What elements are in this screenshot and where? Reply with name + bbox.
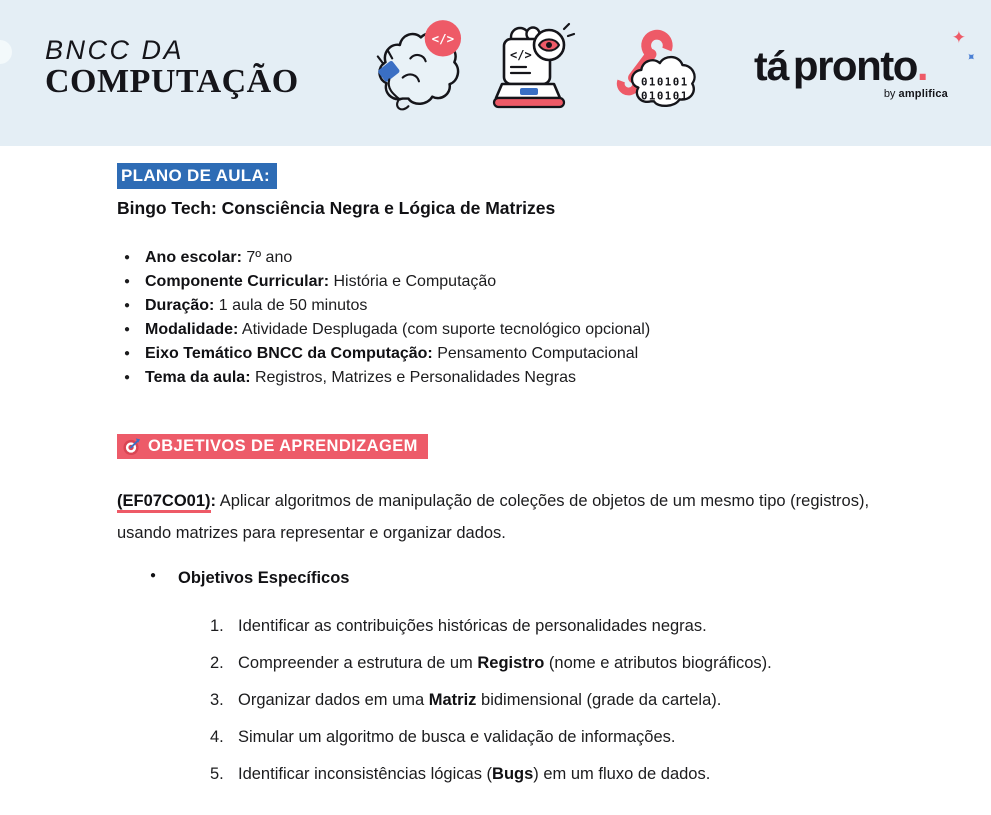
info-item-duracao: ● Duração: 1 aula de 50 minutos [117,294,917,318]
brand-byline: by amplifica [883,88,948,100]
objective-item-3: 3. Organizar dados em uma Matriz bidimensional (grade da cartela). [210,691,722,709]
target-dart-icon [122,437,141,456]
specific-objectives-list [117,615,917,785]
lesson-info-list [117,246,917,390]
skill-text: Aplicar algoritmos de manipulação de coleções de objetos de um mesmo tipo (registros), usando matrizes para representar e organizar dados. [117,492,870,542]
objective-item-2: 2. Compreender a estrutura de um Registro (nome e atributos biográficos). [210,654,772,672]
info-item-tema-da-aula: ● Tema da aula: Registros, Matrizes e Personalidades Negras [117,366,917,390]
red-sparkle-icon: ✦ [951,28,966,47]
logo-line-1: BNCC DA [45,35,185,65]
objective-item-1: 1. Identificar as contribuições históricas de personalidades negras. [210,617,707,635]
document-body [117,146,917,800]
header-banner [0,0,991,146]
skill-code: (EF07CO01) [117,492,211,513]
info-item-ano-escolar: ● Ano escolar: 7º ano [117,246,917,270]
laptop-screen-code-text: </> [510,48,532,62]
objective-item-5: 5. Identificar inconsistências lógicas (Bugs) em um fluxo de dados. [210,765,711,783]
laptop-code-review-icon [492,22,576,114]
tapronto-logo [754,28,980,100]
brand-word-pronto: pronto [792,42,917,89]
specific-objectives-heading: ● Objetivos Específicos [117,569,917,588]
skill-description: (EF07CO01): Aplicar algoritmos de manipulação de coleções de objetos de um mesmo tipo (registros), usando matrizes para representar e organizar dados. [117,492,870,542]
logo-line-2: COMPUTAÇÃO [45,63,299,100]
objectives-heading [117,434,428,459]
objective-item-4: 4. Simular um algoritmo de busca e validação de informações. [210,728,676,746]
info-item-modalidade: ● Modalidade: Atividade Desplugada (com suporte tecnológico opcional) [117,318,917,342]
info-item-componente: ● Componente Curricular: História e Computação [117,270,917,294]
bncc-computacao-logo [45,36,299,100]
brand-dot: . [916,42,929,89]
wrench-binary-cloud-icon [608,24,702,110]
cloud-binary-line-2: 010101 [640,89,689,103]
cloud-binary-line-1: 010101 [640,75,689,89]
brain-plug-code-icon [374,16,462,118]
info-item-eixo-tematico: ● Eixo Temático BNCC da Computação: Pensamento Computacional [117,342,917,366]
blue-sparkle-icon: ✦ [962,48,980,66]
objectives-heading-text: OBJETIVOS DE APRENDIZAGEM [148,437,418,455]
brand-word-ta: tá [754,43,789,89]
banner-notch-decoration [0,40,12,64]
brain-code-badge-text: </> [431,31,455,47]
plano-de-aula-label: PLANO DE AULA: [117,163,277,189]
lesson-title: Bingo Tech: Consciência Negra e Lógica de Matrizes [117,198,556,218]
